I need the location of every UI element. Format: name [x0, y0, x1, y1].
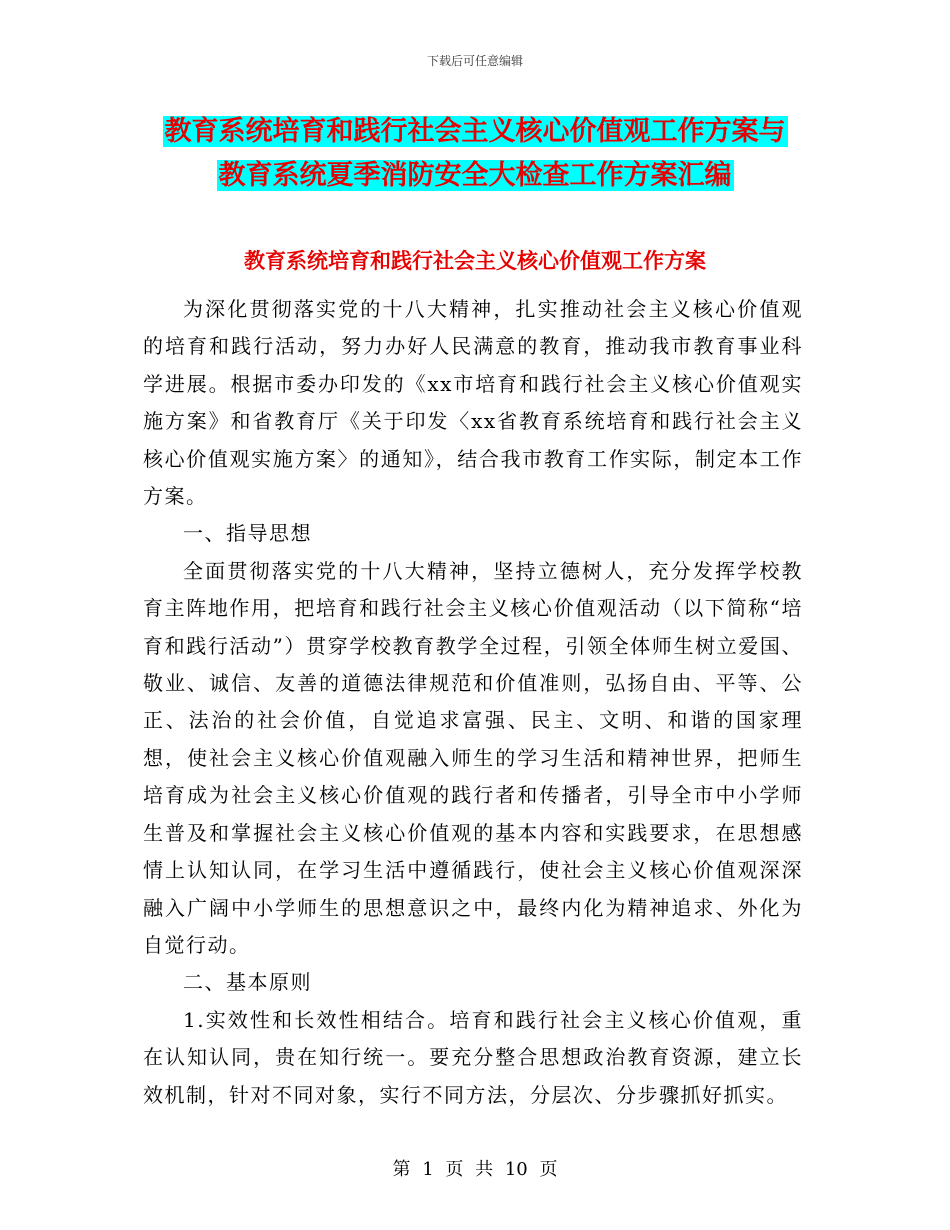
heading-basic-principles: 二、基本原则	[183, 970, 312, 995]
title-line-1-text: 教育系统培育和践行社会主义核心价值观工作方案与	[164, 116, 786, 147]
title-line-1	[0, 110, 950, 154]
body-content	[143, 291, 803, 1114]
page-footer: 第 1 页 共 10 页	[392, 1159, 558, 1180]
title-line-2	[0, 154, 950, 198]
section-title: 教育系统培育和践行社会主义核心价值观工作方案	[244, 249, 706, 273]
document-title	[0, 110, 950, 198]
title-line-2-text: 教育系统夏季消防安全大检查工作方案汇编	[218, 160, 732, 191]
paragraph-principle-1: 1.实效性和长效性相结合。培育和践行社会主义核心价值观，重在认知认同，贵在知行统一。要充分整合思想政治教育资源，建立长效机制，针对不同对象，实行不同方法，分层次、分步骤抓好抓实。	[143, 1007, 803, 1107]
paragraph-intro: 为深化贯彻落实党的十八大精神，扎实推动社会主义核心价值观的培育和践行活动，努力办好人民满意的教育，推动我市教育事业科学进展。根据市委办印发的《xx市培育和践行社会主义核心价值观实施方案》和省教育厅《关于印发〈xx省教育系统培育和践行社会主义核心价值观实施方案〉的通知》，结合我市教育工作实际，制定本工作方案。	[143, 297, 803, 509]
header-note: 下载后可任意编辑	[426, 54, 523, 68]
heading-guiding-ideology: 一、指导思想	[183, 521, 312, 546]
paragraph-guiding-ideology: 全面贯彻落实党的十八大精神，坚持立德树人，充分发挥学校教育主阵地作用，把培育和践行社会主义核心价值观活动（以下简称“培育和践行活动”）贯穿学校教育教学全过程，引领全体师生树立爱国、敬业、诚信、友善的道德法律规范和价值准则，弘扬自由、平等、公正、法治的社会价值，自觉追求富强、民主、文明、和谐的国家理想，使社会主义核心价值观融入师生的学习生活和精神世界，把师生培育成为社会主义核心价值观的践行者和传播者，引导全市中小学师生普及和掌握社会主义核心价值观的基本内容和实践要求，在思想感情上认知认同，在学习生活中遵循践行，使社会主义核心价值观深深融入广阔中小学师生的思想意识之中，最终内化为精神追求、外化为自觉行动。	[143, 558, 803, 957]
